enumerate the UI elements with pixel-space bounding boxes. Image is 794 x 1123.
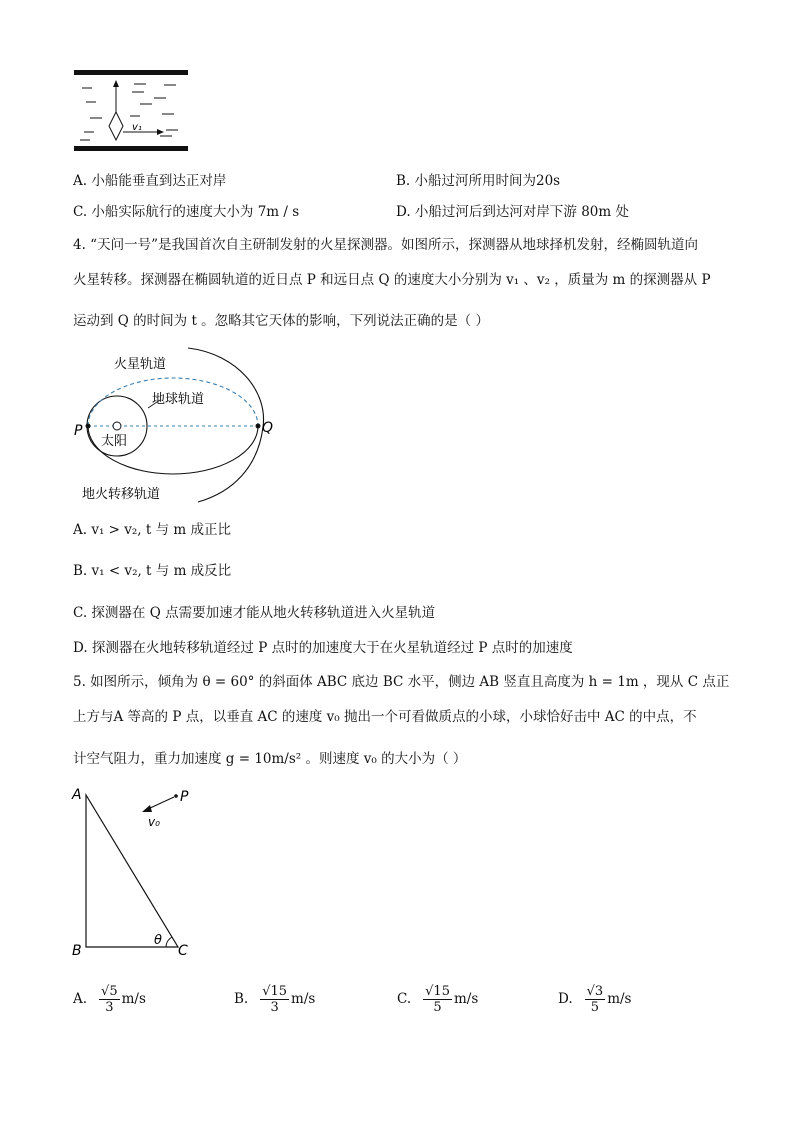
label-p5: P: [180, 789, 189, 805]
label-theta: θ: [154, 933, 162, 948]
numerator: √15: [425, 983, 450, 999]
denominator: 5: [433, 999, 442, 1015]
label-p: P: [74, 423, 83, 439]
label-v0: v₀: [148, 815, 160, 829]
river-figure: [74, 70, 190, 154]
incline-figure: [68, 783, 208, 963]
orbit-figure: [68, 342, 288, 508]
q5-stem-line2: 上方与A 等高的 P 点，以垂直 AC 的速度 v₀ 抛出一个可看做质点的小球，小球恰好击中 AC 的中点，不: [73, 709, 697, 725]
label-transfer-orbit: 地火转移轨道: [82, 487, 161, 502]
q3-option-c[interactable]: C. 小船实际航行的速度大小为 7m / s: [73, 204, 300, 220]
q5-option-b[interactable]: B. $\frac{√15}{3}$ m/s: [234, 983, 316, 1015]
label-sun: 太阳: [101, 434, 128, 449]
q5-option-d[interactable]: D. $\frac{√3}{5}$ m/s: [558, 983, 632, 1015]
label-mars-orbit: 火星轨道: [114, 357, 167, 372]
q3-option-d[interactable]: D. 小船过河后到达河对岸下游 80m 处: [396, 204, 629, 220]
numerator: √3: [586, 983, 604, 999]
q4-stem-line3: 运动到 Q 的时间为 t 。忽略其它天体的影响，下列说法正确的是（ ）: [73, 313, 489, 329]
q4-stem-line2: 火星转移。探测器在椭圆轨道的近日点 P 和远日点 Q 的速度大小分别为 v₁ 、v₂ ，质量为 m 的探测器从 P: [73, 272, 711, 288]
q3-option-b[interactable]: B. 小船过河所用时间为20s: [396, 173, 561, 189]
q4-option-a[interactable]: A. v₁ > v₂, t 与 m 成正比: [73, 522, 231, 538]
numerator: √15: [262, 983, 288, 999]
label-c: C: [178, 943, 188, 959]
denominator: 5: [590, 999, 600, 1015]
q5-stem-line3: 计空气阻力，重力加速度 g = 10m/s² 。则速度 v₀ 的大小为（ ）: [73, 751, 467, 767]
q4-option-b[interactable]: B. v₁ < v₂, t 与 m 成反比: [73, 563, 232, 579]
q5-option-a[interactable]: A. $\frac{√5}{3}$ m/s: [73, 983, 146, 1015]
q5-stem-line1: 5. 如图所示，倾角为 θ = 60° 的斜面体 ABC 底边 BC 水平，侧边 AB 竖直且高度为 h = 1m ，现从 C 点正: [73, 674, 730, 690]
label-b: B: [72, 943, 82, 959]
label-earth-orbit: 地球轨道: [152, 392, 205, 407]
numerator: √5: [101, 983, 118, 999]
q4-option-c[interactable]: C. 探测器在 Q 点需要加速才能从地火转移轨道进入火星轨道: [73, 605, 436, 621]
q4-stem-line1: 4. “天问一号”是我国首次自主研制发射的火星探测器。如图所示，探测器从地球择机发射，经椭圆轨道向: [73, 237, 698, 253]
v1-label: v₁: [132, 122, 142, 133]
q5-option-c[interactable]: C. $\frac{√15}{5}$ m/s: [397, 983, 479, 1015]
denominator: 3: [105, 999, 114, 1015]
label-a: A: [72, 787, 82, 803]
label-q: Q: [262, 420, 274, 436]
denominator: 3: [270, 999, 279, 1015]
q3-option-a[interactable]: A. 小船能垂直到达正对岸: [73, 173, 227, 189]
q4-option-d[interactable]: D. 探测器在火地转移轨道经过 P 点时的加速度大于在火星轨道经过 P 点时的加速度: [73, 640, 573, 656]
